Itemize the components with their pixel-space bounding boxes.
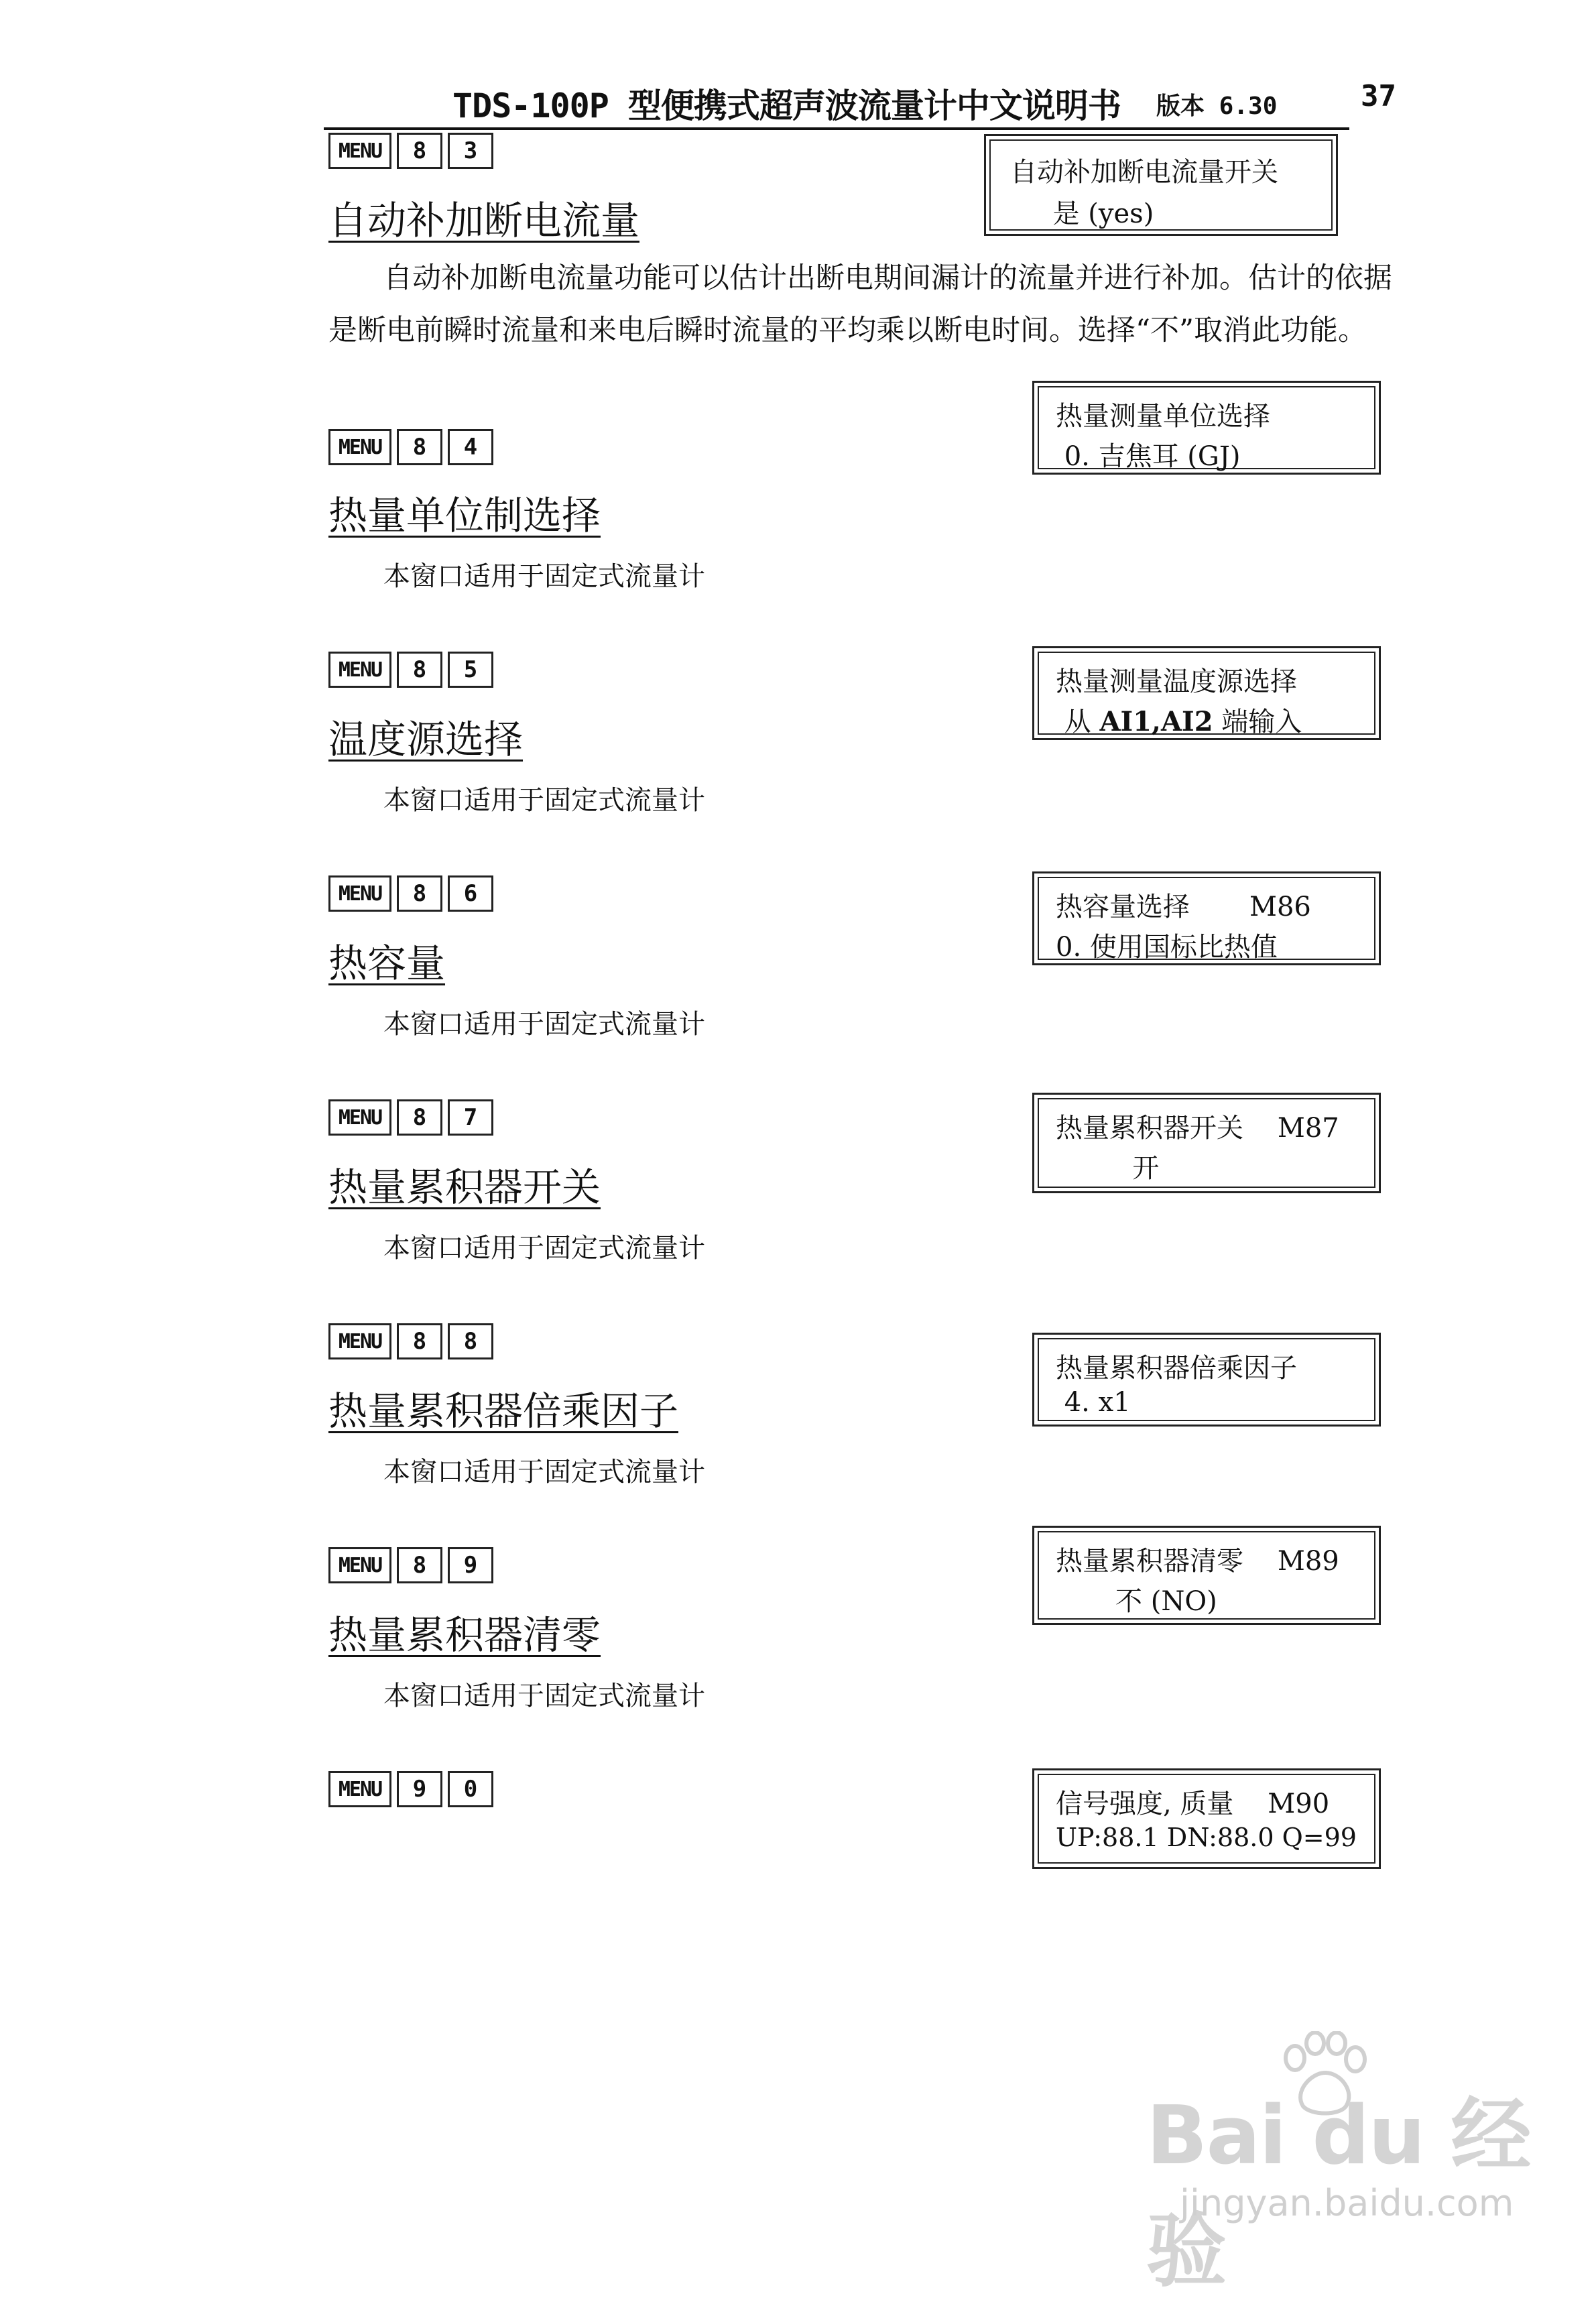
lcd-line-2: 不 (NO) (1056, 1586, 1217, 1617)
menu-key: MENU (328, 1771, 391, 1807)
menu-key-sequence-89 (328, 1547, 493, 1582)
lcd-line-1: 信号强度, 质量 M90 (1056, 1789, 1330, 1819)
lcd-line-2: 0. 吉焦耳 (GJ) (1056, 441, 1241, 472)
section-note: 本窗口适用于固定式流量计 (383, 1457, 705, 1488)
version-label: 版本 6.30 (1156, 93, 1278, 120)
digit-key: 8 (397, 1323, 442, 1359)
section-note: 本窗口适用于固定式流量计 (383, 1009, 705, 1040)
lcd-line-2: 4. x1 (1056, 1387, 1131, 1418)
digit-key: 8 (397, 652, 442, 688)
digit-key: 5 (448, 652, 493, 688)
menu-key-sequence-84 (328, 429, 493, 464)
lcd-display-89 (1032, 1526, 1381, 1625)
menu-key: MENU (328, 652, 391, 688)
lcd-line-2: 是 (yes) (1010, 198, 1154, 229)
digit-key: 3 (448, 133, 493, 169)
lcd-display-87 (1032, 1093, 1381, 1193)
document-title: TDS-100P 型便携式超声波流量计中文说明书 (452, 86, 1121, 125)
section-title: 温度源选择 (328, 717, 524, 762)
digit-key: 8 (397, 1547, 442, 1583)
section-description (328, 252, 1401, 357)
menu-key-sequence-87 (328, 1099, 493, 1134)
menu-key: MENU (328, 1323, 391, 1359)
menu-key-sequence-83 (328, 133, 493, 168)
digit-key: 8 (448, 1323, 493, 1359)
lcd-line-2: UP:88.1 DN:88.0 Q=99 (1056, 1823, 1357, 1852)
menu-key: MENU (328, 429, 391, 465)
description-line: 是断电前瞬时流量和来电后瞬时流量的平均乘以断电时间。选择“不”取消此功能。 (328, 314, 1367, 347)
lcd-line-1: 热量测量温度源选择 (1056, 666, 1297, 697)
digit-key: 8 (397, 429, 442, 465)
menu-key-sequence-85 (328, 652, 493, 686)
menu-key: MENU (328, 1099, 391, 1136)
lcd-display-85 (1032, 646, 1381, 740)
section-note: 本窗口适用于固定式流量计 (383, 785, 705, 816)
section-note: 本窗口适用于固定式流量计 (383, 561, 705, 592)
lcd-line-1: 热量累积器开关 M87 (1056, 1113, 1339, 1144)
menu-key: MENU (328, 1547, 391, 1583)
section-title: 自动补加断电流量 (328, 198, 640, 243)
section-title: 热量累积器倍乘因子 (328, 1388, 679, 1434)
description-line: 自动补加断电流量功能可以估计出断电期间漏计的流量并进行补加。估计的依据 (383, 261, 1392, 295)
page-number: 37 (1361, 79, 1396, 113)
lcd-line-2-suffix: 端输入 (1213, 707, 1302, 737)
menu-key-sequence-90 (328, 1771, 493, 1806)
digit-key: 8 (397, 133, 442, 169)
lcd-display-90 (1032, 1768, 1381, 1869)
digit-key: 6 (448, 875, 493, 912)
lcd-line-2-prefix: 从 (1056, 707, 1100, 737)
section-title: 热量单位制选择 (328, 493, 601, 538)
digit-key: 7 (448, 1099, 493, 1136)
lcd-display-86 (1032, 871, 1381, 965)
menu-key: MENU (328, 133, 391, 169)
digit-key: 0 (448, 1771, 493, 1807)
watermark-url: jingyan.baidu.com (1180, 2182, 1514, 2224)
section-title: 热容量 (328, 941, 446, 986)
section-title: 热量累积器开关 (328, 1164, 601, 1210)
digit-key: 4 (448, 429, 493, 465)
section-title: 热量累积器清零 (328, 1612, 601, 1658)
lcd-line-2: 开 (1056, 1153, 1160, 1184)
lcd-line-1: 热量累积器清零 M89 (1056, 1546, 1339, 1577)
digit-key: 9 (448, 1547, 493, 1583)
header-rule (324, 127, 1349, 130)
baidu-jingyan-watermark (1126, 2031, 1555, 2298)
digit-key: 8 (397, 875, 442, 912)
menu-key-sequence-86 (328, 875, 493, 910)
watermark-logo: Bai du 经验 (1146, 2089, 1530, 2298)
section-note: 本窗口适用于固定式流量计 (383, 1233, 705, 1264)
digit-key: 8 (397, 1099, 442, 1136)
menu-key-sequence-88 (328, 1323, 493, 1358)
lcd-display-84 (1032, 381, 1381, 475)
lcd-line-2 (1056, 701, 1302, 739)
lcd-line-1: 热容量选择 M86 (1056, 892, 1311, 922)
lcd-line-1: 热量测量单位选择 (1056, 401, 1270, 432)
lcd-display-88 (1032, 1333, 1381, 1427)
lcd-line-2-channels: AI1,AI2 (1099, 706, 1213, 737)
lcd-line-1: 热量累积器倍乘因子 (1056, 1353, 1297, 1384)
menu-key: MENU (328, 875, 391, 912)
lcd-display-83 (984, 134, 1338, 236)
digit-key: 9 (397, 1771, 442, 1807)
lcd-line-1: 自动补加断电流量开关 (1010, 157, 1278, 188)
lcd-line-2: 0. 使用国标比热值 (1056, 932, 1278, 963)
section-note: 本窗口适用于固定式流量计 (383, 1681, 705, 1711)
